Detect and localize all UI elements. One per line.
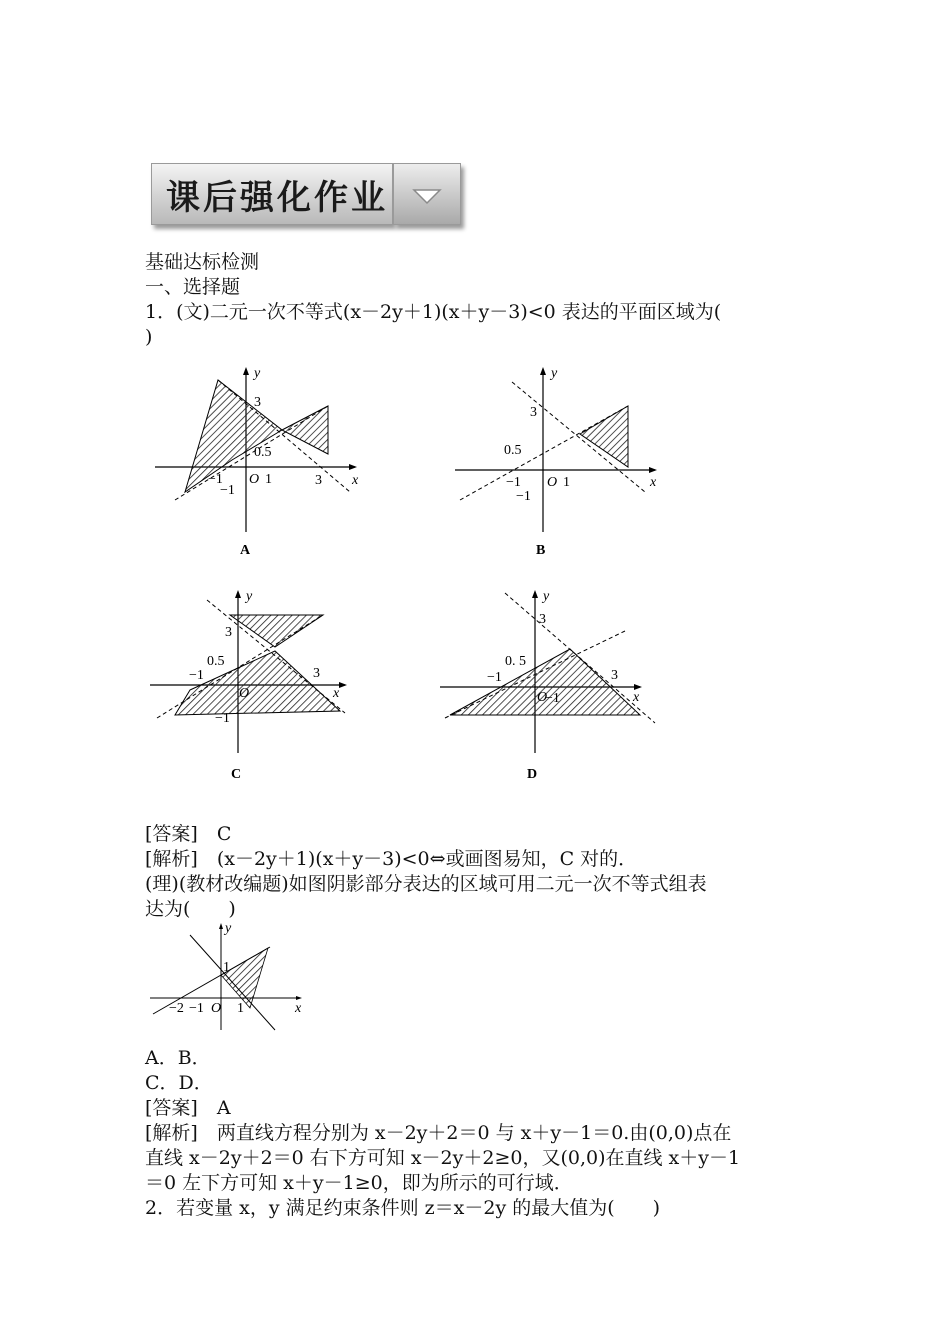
- question-2: 2．若变量 x，y 满足约束条件则 z＝x－2y 的最大值为( ): [145, 1197, 661, 1219]
- origin-label: O: [537, 690, 548, 705]
- tick-label: 0.5: [207, 654, 225, 669]
- tick-label: 1: [265, 472, 272, 487]
- y-axis-label: y: [225, 921, 232, 936]
- origin-label: O: [211, 1001, 222, 1016]
- tick-label: −1: [189, 668, 204, 683]
- tick-label: −1: [220, 483, 235, 498]
- tick-label: 3: [254, 395, 261, 410]
- x-axis-label: x: [295, 1001, 302, 1016]
- tick-label: 3: [315, 473, 322, 488]
- origin-label: O: [547, 475, 558, 490]
- banner-title: 课后强化作业: [166, 178, 388, 218]
- tick-label: 3: [539, 612, 546, 627]
- shaded-region: [230, 615, 323, 647]
- figure-b: [450, 362, 670, 562]
- question-1-li-end: 达为( ): [145, 898, 236, 920]
- origin-label: O: [239, 686, 250, 701]
- tick-label: 3: [611, 668, 618, 683]
- y-axis-label: y: [254, 366, 261, 381]
- y-axis-label: y: [543, 589, 550, 604]
- figure-small: [145, 920, 310, 1035]
- figure-caption: B: [536, 543, 546, 558]
- tick-label: −1: [487, 670, 502, 685]
- x-axis-label: x: [650, 475, 657, 490]
- section-banner: [145, 155, 463, 233]
- dashed-line: [460, 406, 628, 500]
- figure-c: [145, 585, 365, 785]
- question-1-li: (理)(教材改编题)如图阴影部分表达的区域可用二元一次不等式组表: [145, 873, 707, 895]
- tick-label: 0.5: [254, 445, 272, 460]
- tick-label: −1: [516, 489, 531, 504]
- tick-label: −1: [208, 472, 223, 487]
- banner-arrow-tab: [393, 163, 461, 225]
- tick-label: −1: [545, 691, 560, 706]
- tick-label: 3: [225, 625, 232, 640]
- tick-label: −2: [169, 1001, 184, 1016]
- tick-label: −1: [506, 475, 521, 490]
- tick-label: 1: [563, 475, 570, 490]
- y-axis-label: y: [246, 589, 253, 604]
- options-ab: A．B．: [145, 1047, 211, 1069]
- tick-label: 0. 5: [505, 654, 526, 669]
- tick-label: 1: [223, 960, 230, 975]
- x-axis-label: x: [352, 473, 359, 488]
- tick-label: −1: [189, 1001, 204, 1016]
- tick-label: 3: [530, 405, 537, 420]
- banner-title-box: [151, 163, 393, 225]
- figure-d: [435, 585, 665, 785]
- figure-caption: D: [527, 767, 538, 782]
- shaded-region: [175, 651, 340, 715]
- options-cd: C．D．: [145, 1072, 213, 1094]
- answer-2: [答案] A: [145, 1097, 231, 1119]
- explanation-2-cont: 直线 x－2y＋2＝0 右下方可知 x－2y＋2≥0，又(0,0)在直线 x＋y－1: [145, 1147, 741, 1169]
- explanation-1: [解析] (x－2y＋1)(x＋y－3)<0⇔或画图易知，C 对的．: [145, 848, 638, 870]
- x-axis-label: x: [333, 686, 340, 701]
- chevron-down-icon: [394, 164, 460, 224]
- explanation-2-end: ＝0 左下方可知 x＋y－1≥0，即为所示的可行域．: [145, 1172, 573, 1194]
- subsection-heading: 一、选择题: [145, 276, 241, 298]
- tick-label: 3: [313, 666, 320, 681]
- question-1: 1．(文)二元一次不等式(x－2y＋1)(x＋y－3)<0 表达的平面区域为(: [145, 301, 722, 323]
- figure-caption: C: [231, 767, 242, 782]
- x-axis-label: x: [633, 690, 640, 705]
- figure-caption: A: [240, 543, 251, 558]
- question-1-end: ): [145, 326, 153, 348]
- origin-label: O: [249, 472, 260, 487]
- tick-label: 0.5: [504, 443, 522, 458]
- y-axis-label: y: [551, 366, 558, 381]
- answer-1: [答案] C: [145, 823, 232, 845]
- explanation-2: [解析] 两直线方程分别为 x－2y＋2＝0 与 x＋y－1＝0.由(0,0)点在: [145, 1122, 732, 1144]
- figure-a: [150, 362, 370, 562]
- section-heading: 基础达标检测: [145, 251, 260, 273]
- tick-label: −1: [215, 711, 230, 726]
- tick-label: 1: [237, 1001, 244, 1016]
